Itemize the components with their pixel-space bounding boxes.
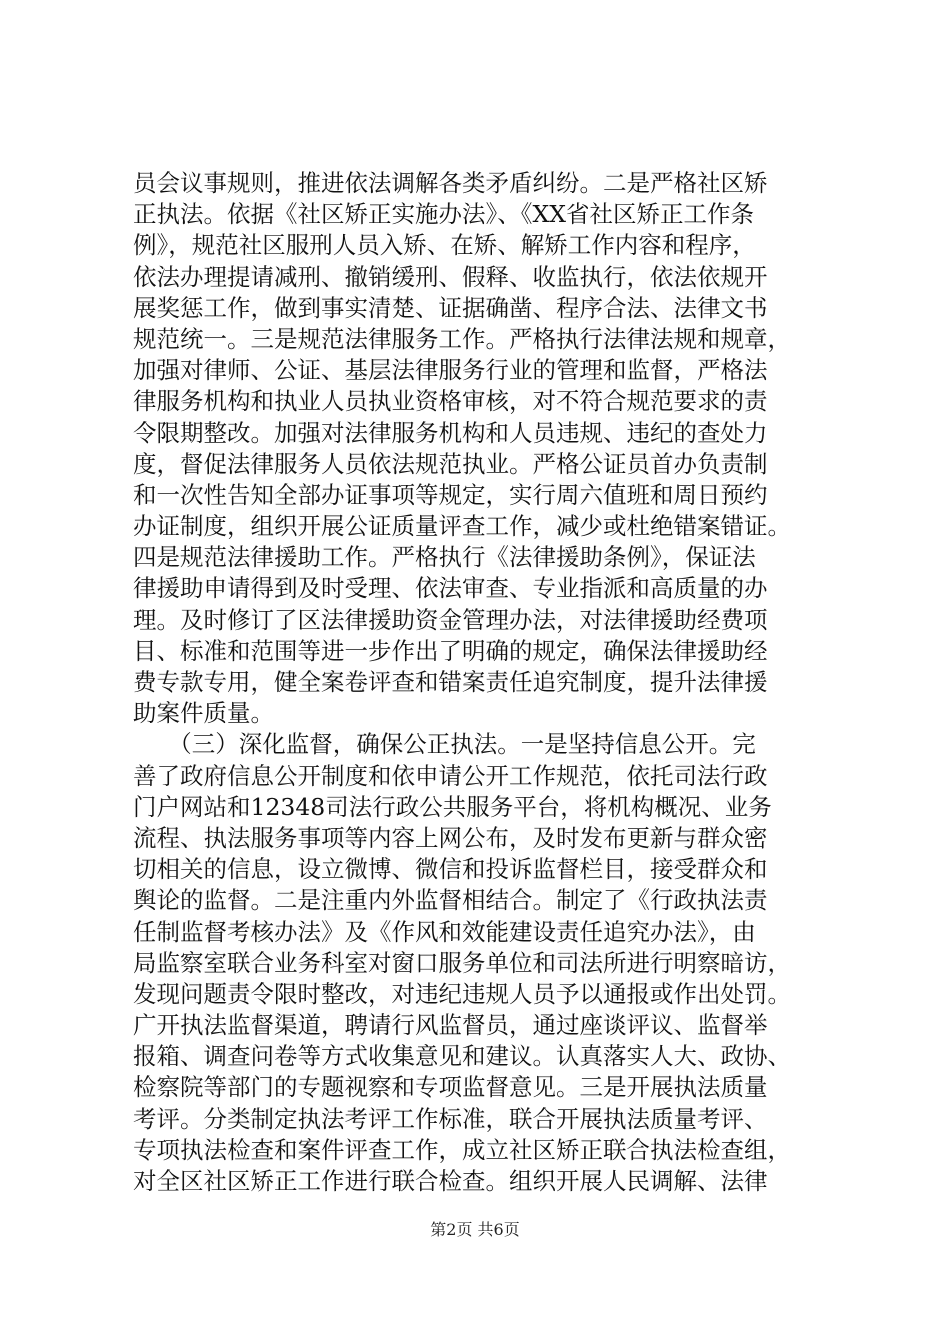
text-line: 考评。分类制定执法考评工作标准，联合开展执法质量考评、 [133, 1104, 768, 1133]
text-line: 任制监督考核办法》及《作风和效能建设责任追究办法》，由 [133, 917, 756, 946]
text-line: 员会议事规则，推进依法调解各类矛盾纠纷。二是严格社区矫 [133, 169, 768, 197]
text-line: 门户网站和12348司法行政公共服务平台，将机构概况、业务 [133, 792, 772, 821]
text-line: 舆论的监督。二是注重内外监督相结合。制定了《行政执法责 [133, 886, 768, 915]
text-line: 依法办理提请减刑、撤销缓刑、假释、收监执行，依法依规开 [133, 262, 768, 291]
text-line: 专项执法检查和案件评查工作，成立社区矫正联合执法检查组， [133, 1135, 791, 1164]
text-line: 发现问题责令限时整改，对违纪违规人员予以通报或作出处罚。 [133, 979, 791, 1008]
text-line: 展奖惩工作，做到事实清楚、证据确凿、程序合法、法律文书 [133, 293, 768, 322]
text-line: 理。及时修订了区法律援助资金管理办法，对法律援助经费项 [133, 605, 768, 634]
text-line: 流程、执法服务事项等内容上网公布，及时发布更新与群众密 [133, 823, 768, 852]
page-number-footer: 第2页 共6页 [430, 1220, 520, 1239]
text-line: 例》，规范社区服刑人员入矫、在矫、解矫工作内容和程序， [133, 231, 756, 260]
text-line: 局监察室联合业务科室对窗口服务单位和司法所进行明察暗访， [133, 948, 791, 977]
text-line: 办证制度，组织开展公证质量评查工作，减少或杜绝错案错证。 [133, 512, 791, 541]
text-line: 广开执法监督渠道，聘请行风监督员，通过座谈评议、监督举 [133, 1011, 768, 1040]
text-line: 检察院等部门的专题视察和专项监督意见。三是开展执法质量 [133, 1073, 768, 1102]
text-line: 报箱、调查问卷等方式收集意见和建议。认真落实人大、政协、 [133, 1042, 791, 1071]
text-line: 正执法。依据《社区矫正实施办法》、《XX省社区矫正工作条 [133, 200, 754, 229]
text-line: 目、标准和范围等进一步作出了明确的规定，确保法律援助经 [133, 636, 768, 665]
text-line: 和一次性告知全部办证事项等规定，实行周六值班和周日预约 [133, 480, 768, 509]
text-line: 切相关的信息，设立微博、微信和投诉监督栏目，接受群众和 [133, 855, 768, 884]
text-line: 度，督促法律服务人员依法规范执业。严格公证员首办负责制 [133, 449, 768, 478]
text-line: 律援助申请得到及时受理、依法审查、专业指派和高质量的办 [133, 574, 768, 603]
document-body [133, 168, 853, 1197]
text-line: 律服务机构和执业人员执业资格审核，对不符合规范要求的责 [133, 387, 768, 416]
text-line: 规范统一。三是规范法律服务工作。严格执行法律法规和规章， [133, 324, 791, 353]
text-line: 令限期整改。加强对法律服务机构和人员违规、违纪的查处力 [133, 418, 768, 447]
text-line: （三）深化监督，确保公正执法。一是坚持信息公开。完 [133, 730, 756, 759]
text-line: 加强对律师、公证、基层法律服务行业的管理和监督，严格法 [133, 356, 768, 385]
text-line: 费专款专用，健全案卷评查和错案责任追究制度，提升法律援 [133, 668, 768, 696]
text-line: 善了政府信息公开制度和依申请公开工作规范，依托司法行政 [133, 761, 768, 790]
text-line: 助案件质量。 [133, 699, 274, 728]
text-line: 对全区社区矫正工作进行联合检查。组织开展人民调解、法律 [133, 1167, 768, 1195]
text-line: 四是规范法律援助工作。严格执行《法律援助条例》，保证法 [133, 543, 756, 572]
